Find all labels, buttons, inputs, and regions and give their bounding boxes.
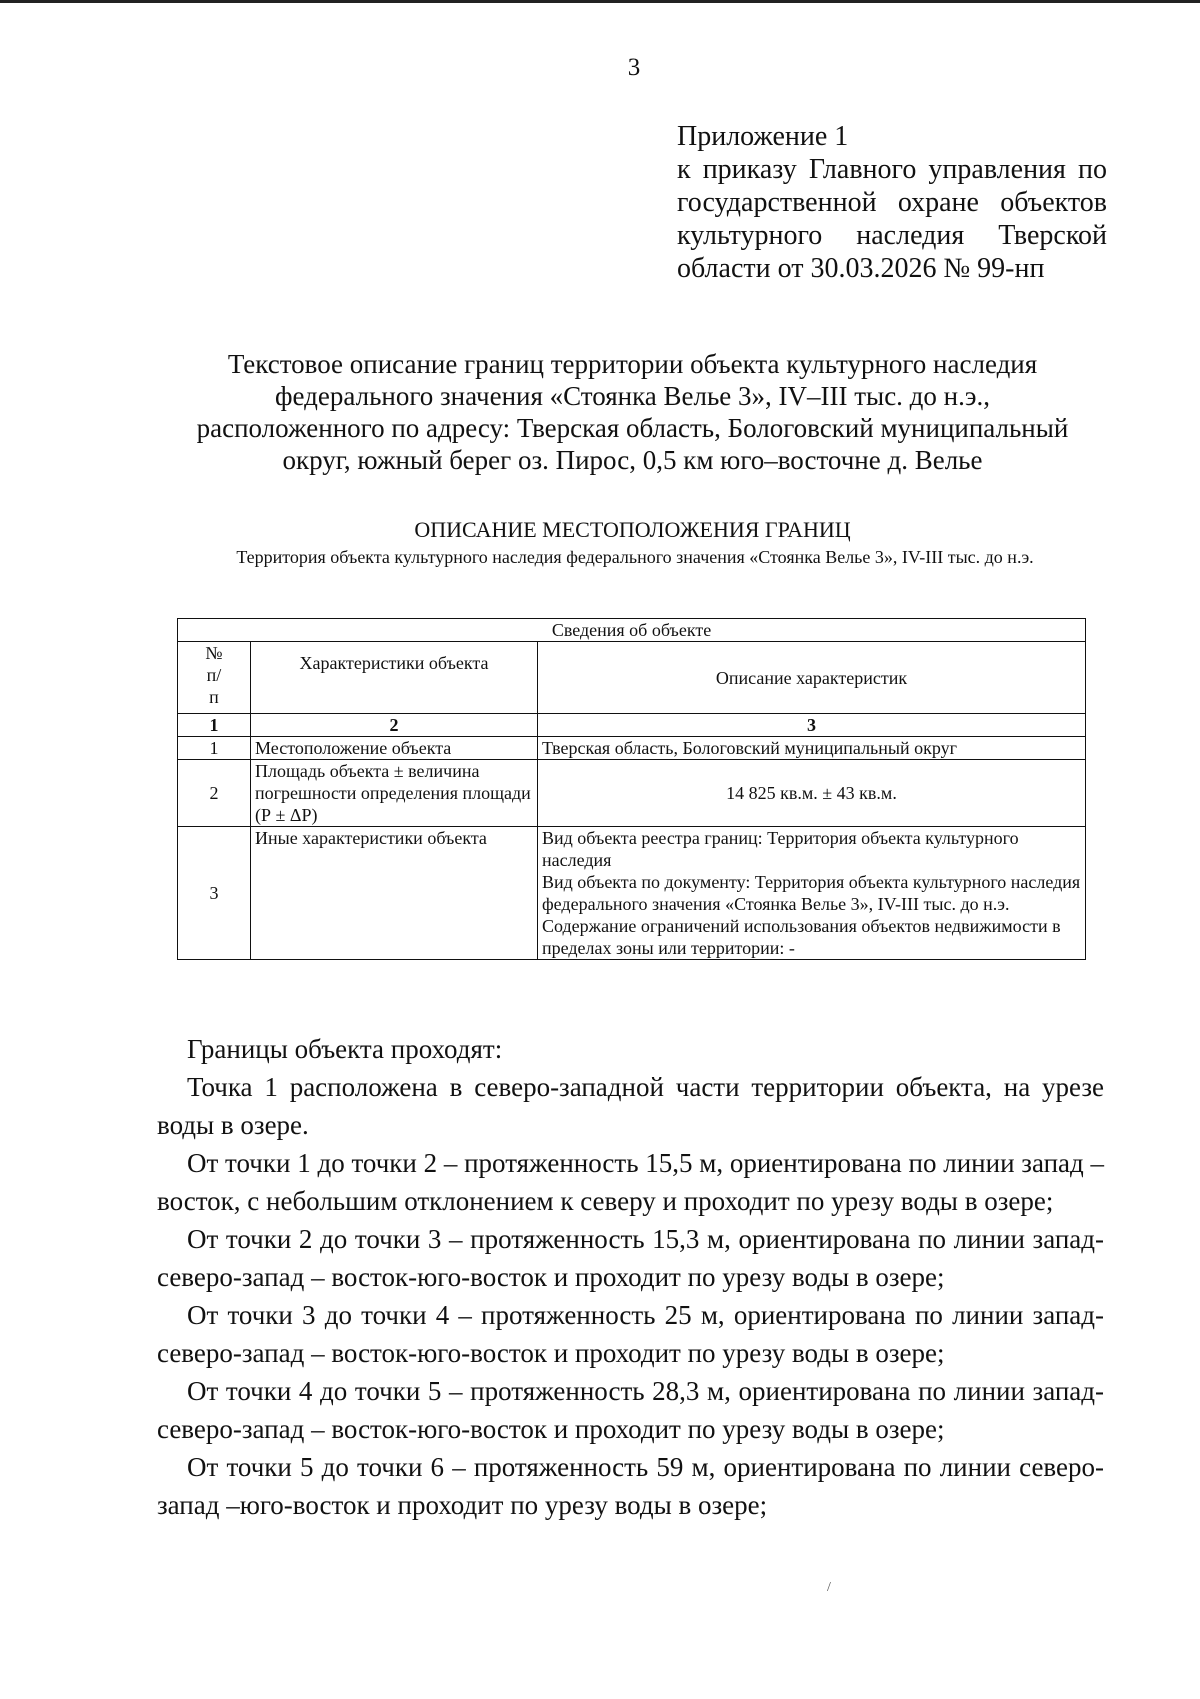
page-number: 3 [627, 54, 641, 81]
paragraph: Точка 1 расположена в северо-западной части территории объекта, на урезе воды в озере. [157, 1072, 1104, 1140]
colnum-1: 1 [178, 714, 251, 737]
appendix-line: области от 30.03.2026 № 99-нп [677, 253, 1045, 284]
appendix-line: к приказу Главного управления по [677, 154, 1107, 185]
appendix-line: культурного наследия Тверской [677, 220, 1107, 251]
colnum-3: 3 [538, 714, 1086, 737]
table-row [178, 737, 1086, 760]
table-colnum-row [178, 714, 1086, 737]
description-line: Вид объекта по документу: Территория объекта культурного наследия федерального значения «Стоянка Велье 3», IV-III тыс. до н.э. [542, 872, 1081, 914]
appendix-header [677, 120, 1107, 285]
header-description: Описание характеристик [538, 642, 1086, 714]
boundary-description-text [157, 1030, 1104, 1524]
document-title [150, 348, 1115, 476]
row-num: 1 [178, 737, 251, 760]
table-header-row [178, 642, 1086, 714]
scan-top-edge [0, 0, 1200, 3]
row-num: 3 [178, 827, 251, 960]
scan-speck: / [827, 1580, 831, 1595]
table-row [178, 827, 1086, 960]
title-line: округ, южный берег оз. Пирос, 0,5 км юго–восточне д. Велье [282, 445, 983, 475]
title-line: федерального значения «Стоянка Велье 3», IV–III тыс. до н.э., [275, 381, 990, 411]
row-description: 14 825 кв.м. ± 43 кв.м. [538, 760, 1086, 827]
paragraph: Границы объекта проходят: [187, 1034, 503, 1064]
paragraph: От точки 5 до точки 6 – протяженность 59 м, ориентирована по линии северо-запад –юго-восток и проходит по урезу воды в озере; [157, 1452, 1104, 1520]
title-line: расположенного по адресу: Тверская область, Бологовский муниципальный [196, 413, 1069, 443]
row-characteristic: Иные характеристики объекта [251, 827, 538, 960]
title-line: Текстовое описание границ территории объекта культурного наследия [227, 349, 1038, 379]
colnum-2: 2 [251, 714, 538, 737]
paragraph: От точки 1 до точки 2 – протяженность 15,5 м, ориентирована по линии запад – восток, с небольшим отклонением к северу и проходит по урезу воды в озере; [157, 1148, 1104, 1216]
paragraph: От точки 4 до точки 5 – протяженность 28,3 м, ориентирована по линии запад-северо-запад – восток-юго-восток и проходит по урезу воды в озере; [157, 1376, 1104, 1444]
paragraph: От точки 3 до точки 4 – протяженность 25 м, ориентирована по линии запад-северо-запад – восток-юго-восток и проходит по урезу воды в озере; [157, 1300, 1104, 1368]
appendix-line: государственной охране объектов [677, 187, 1107, 218]
description-line: Вид объекта реестра границ: Территория объекта культурного наследия [542, 828, 1019, 870]
table-caption-row [178, 619, 1086, 642]
row-description [538, 827, 1086, 960]
header-characteristics: Характеристики объекта [251, 642, 538, 714]
row-num: 2 [178, 760, 251, 827]
header-num: № п/ п [178, 642, 251, 714]
table-row [178, 760, 1086, 827]
appendix-line: Приложение 1 [677, 121, 849, 152]
table-caption: Сведения об объекте [178, 619, 1086, 642]
paragraph: От точки 2 до точки 3 – протяженность 15,3 м, ориентирована по линии запад-северо-запад – восток-юго-восток и проходит по урезу воды в озере; [157, 1224, 1104, 1292]
description-heading: ОПИСАНИЕ МЕСТОПОЛОЖЕНИЯ ГРАНИЦ [414, 517, 851, 542]
row-description: Тверская область, Бологовский муниципальный округ [538, 737, 1086, 760]
description-subheading: Территория объекта культурного наследия федерального значения «Стоянка Велье 3», IV-III тыс. до н.э. [236, 547, 1034, 567]
row-characteristic: Площадь объекта ± величина погрешности определения площади (Р ± ΔР) [251, 760, 538, 827]
row-characteristic: Местоположение объекта [251, 737, 538, 760]
description-line: Содержание ограничений использования объектов недвижимости в пределах зоны или территории: - [542, 916, 1061, 958]
object-info-table [177, 618, 1086, 960]
